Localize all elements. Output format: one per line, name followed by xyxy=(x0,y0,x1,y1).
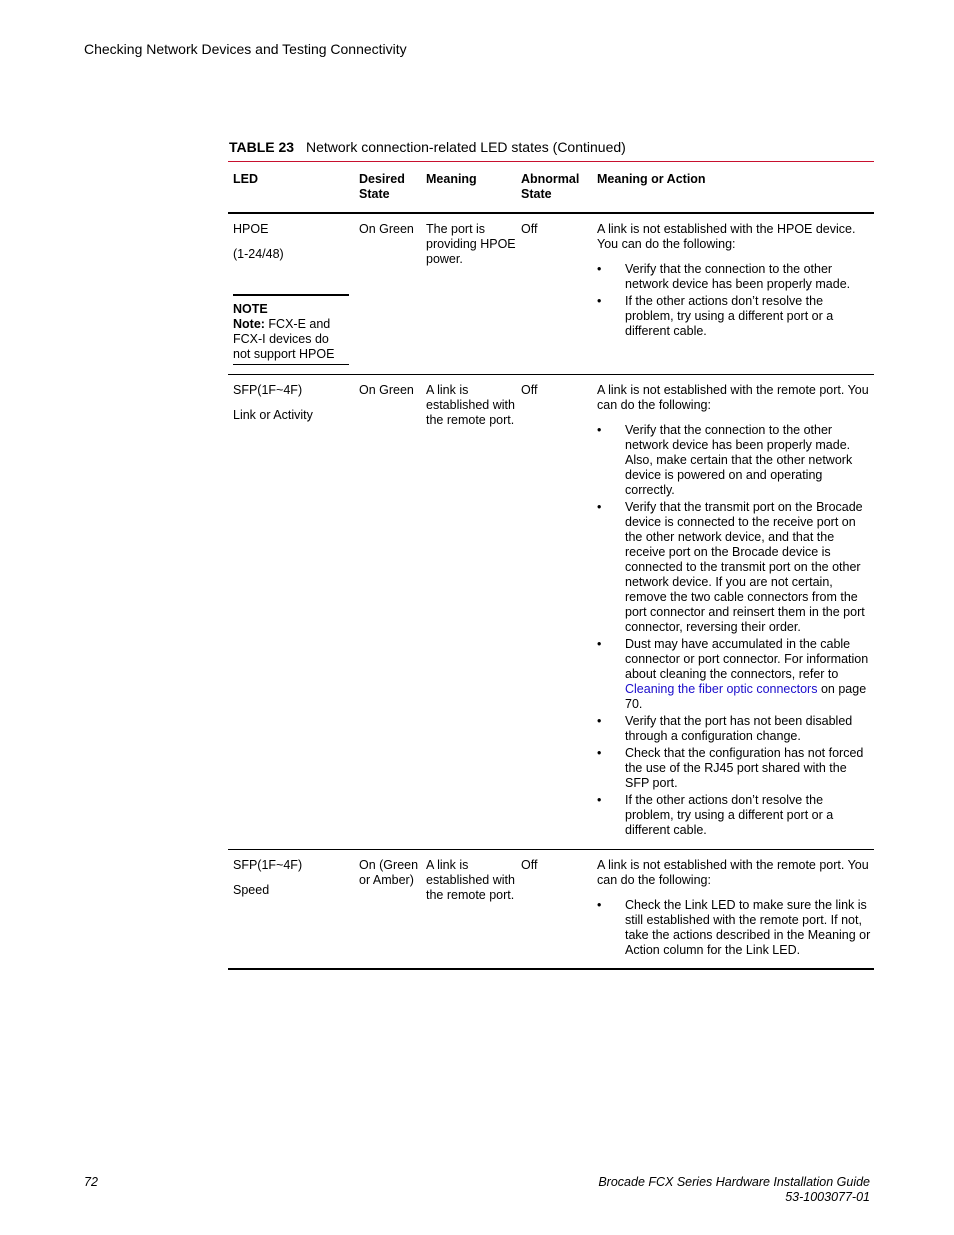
action-intro: A link is not established with the HPOE device. You can do the following: xyxy=(597,222,856,251)
cell-abnormal-state: Off xyxy=(521,222,538,236)
footer-title: Brocade FCX Series Hardware Installation Guide xyxy=(598,1175,870,1189)
cell-abnormal-state: Off xyxy=(521,383,538,397)
cell-meaning: The port is providing HPOE power. xyxy=(426,222,516,266)
note-body xyxy=(233,317,349,362)
header-meaning-or-action: Meaning or Action xyxy=(597,172,706,186)
page-number: 72 xyxy=(84,1175,98,1189)
table-number: TABLE 23 xyxy=(229,139,295,155)
footer-doc-number: 53-1003077-01 xyxy=(785,1190,870,1204)
header-led: LED xyxy=(233,172,258,186)
led-subtitle: Link or Activity xyxy=(233,408,313,422)
list-item: • Verify that the port has not been disabled through a configuration change. xyxy=(597,714,853,743)
action-list xyxy=(597,423,872,838)
header-desired-line2: State xyxy=(359,187,390,201)
action-intro: A link is not established with the remote port. You can do the following: xyxy=(597,858,869,887)
led-name: SFP(1F~4F) xyxy=(233,383,303,397)
cell-led xyxy=(233,858,351,898)
bullet-icon: • xyxy=(597,898,602,912)
action-list xyxy=(597,262,872,339)
cell-desired-state: On Green xyxy=(359,383,414,397)
led-subtitle: Speed xyxy=(233,883,270,897)
header-meaning: Meaning xyxy=(426,172,477,186)
cell-led xyxy=(233,383,351,423)
header-desired-line1: Desired xyxy=(359,172,405,186)
note-label: Note: xyxy=(233,317,265,331)
cell-desired-state: On Green xyxy=(359,222,414,236)
table-row-sfp-link xyxy=(228,375,874,850)
header-desired-state xyxy=(359,172,421,202)
cell-action xyxy=(597,383,872,840)
list-item: • If the other actions don’t resolve the problem, try using a different port or a different cable. xyxy=(597,793,834,837)
note-heading: NOTE xyxy=(233,302,268,316)
list-item: • Verify that the connection to the other network device has been properly made. xyxy=(597,262,851,291)
cleaning-connectors-link[interactable]: Cleaning the fiber optic connectors xyxy=(625,682,818,696)
led-states-table xyxy=(228,162,874,970)
action-intro: A link is not established with the remote port. You can do the following: xyxy=(597,383,869,412)
bullet-icon: • xyxy=(597,262,602,276)
bullet-icon: • xyxy=(597,746,602,760)
list-item: • Check the Link LED to make sure the link is still established with the remote port. If not, take the actions described in the Meaning or Action column for the Link LED. xyxy=(597,898,871,957)
table-header-row xyxy=(228,162,874,214)
cell-led xyxy=(233,222,351,262)
list-item: • If the other actions don’t resolve the problem, try using a different port or a different cable. xyxy=(597,294,834,338)
bullet-icon: • xyxy=(597,637,602,651)
header-abnormal-line1: Abnormal xyxy=(521,172,580,186)
header-abnormal-state xyxy=(521,172,591,202)
led-name: SFP(1F~4F) xyxy=(233,858,303,872)
cell-meaning: A link is established with the remote port. xyxy=(426,383,515,427)
bullet-icon: • xyxy=(597,423,602,437)
bullet-icon: • xyxy=(597,294,602,308)
table-row-sfp-speed xyxy=(228,850,874,970)
running-head: Checking Network Devices and Testing Connectivity xyxy=(84,41,407,57)
cell-abnormal-state: Off xyxy=(521,858,538,872)
bullet-icon: • xyxy=(597,500,602,514)
header-abnormal-line2: State xyxy=(521,187,552,201)
footer-doc-info xyxy=(598,1175,870,1205)
list-item: • Verify that the connection to the other network device has been properly made. Also, make certain that the other network device is powered on and operating correctly. xyxy=(597,423,853,497)
bullet-icon: • xyxy=(597,714,602,728)
cell-desired-state: On (Green or Amber) xyxy=(359,858,419,887)
led-name: HPOE xyxy=(233,222,269,236)
cell-action xyxy=(597,222,872,341)
list-item: • Check that the configuration has not forced the use of the RJ45 port shared with the SFP port. xyxy=(597,746,864,790)
table-caption-text: Network connection-related LED states (Continued) xyxy=(305,139,626,155)
note-text: FCX-E and FCX-I devices do not support HPOE xyxy=(233,317,335,361)
list-item: • Dust may have accumulated in the cable connector or port connector. For information about cleaning the connectors, refer to Cleaning the fiber optic connectors on page 70. xyxy=(597,637,869,711)
table-row-hpoe xyxy=(228,214,874,375)
cell-meaning: A link is established with the remote port. xyxy=(426,858,515,902)
note-box xyxy=(233,294,349,365)
bullet-icon: • xyxy=(597,793,602,807)
table-caption xyxy=(229,139,626,155)
cell-action xyxy=(597,858,872,960)
led-subtitle: (1-24/48) xyxy=(233,247,284,261)
list-item: • Verify that the transmit port on the Brocade device is connected to the receive port on the other network device, and that the receive port on the Brocade device is connected to the transmit port on the other network device. If you are not certain, remove the two cable connectors from the port connector and reinsert them in the port connector, reversing their order. xyxy=(597,500,865,634)
action-list xyxy=(597,898,872,958)
